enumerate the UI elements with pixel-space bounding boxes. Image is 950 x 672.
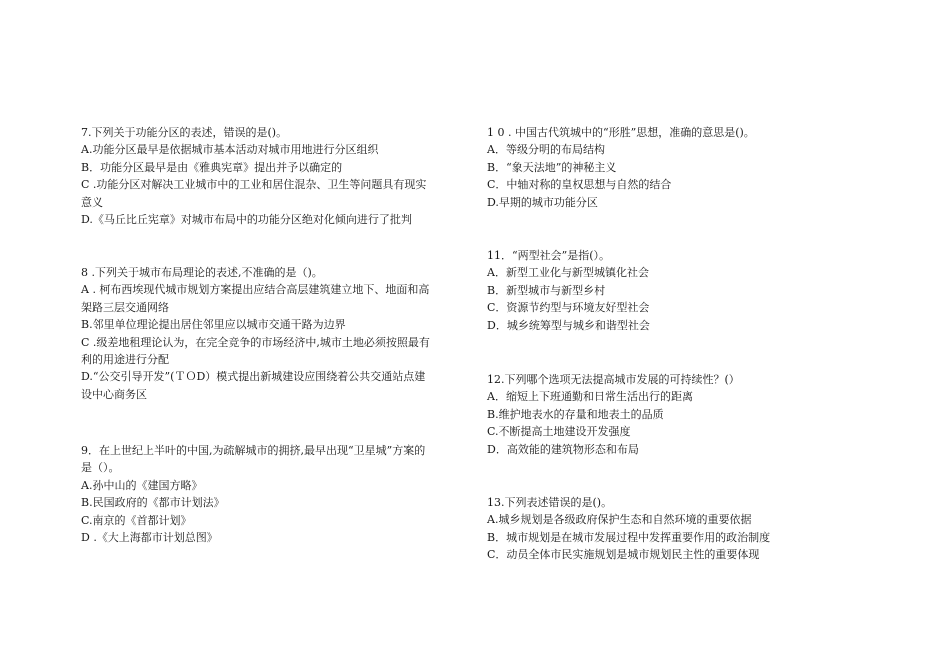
option-b: B．新型城市与新型乡村 (487, 283, 606, 297)
option-d: D．高效能的建筑物形态和布局 (487, 442, 639, 456)
option-d: D.早期的城市功能分区 (487, 195, 598, 209)
option-c: C．中轴对称的皇权思想与自然的结合 (487, 178, 672, 192)
option-c: C.南京的《首都计划》 (81, 513, 192, 527)
option-c: C.不断提高土地建设开发强度 (487, 425, 631, 439)
option-c: C .级差地租理论认为，在完全竞争的市场经济中,城市土地必须按照最有 (81, 335, 430, 349)
option-b: B．“象天法地”的神秘主义 (487, 160, 617, 174)
question-10 (487, 124, 907, 211)
option-b: B.维护地表水的存量和地表土的品质 (487, 407, 664, 421)
option-c: C .功能分区对解决工业城市中的工业和居住混杂、卫生等问题具有现实 (81, 178, 427, 192)
option-a: A.孙中山的《建国方略》 (81, 478, 203, 492)
option-b: B.民国政府的《都市计划法》 (81, 496, 225, 510)
question-stem-continued: 是（）。 (81, 461, 120, 475)
option-c-continued: 意义 (81, 195, 103, 209)
option-c-continued: 利的用途进行分配 (81, 353, 169, 367)
question-9 (81, 442, 471, 546)
option-a: A．等级分明的布局结构 (487, 143, 605, 157)
question-stem: 12.下列哪个选项无法提高城市发展的可持续性？(） (487, 373, 740, 386)
option-b: B.邻里单位理论提出居住邻里应以城市交通干路为边界 (81, 318, 346, 332)
option-a: A.城乡规划是各级政府保护生态和自然环境的重要依据 (487, 513, 752, 527)
option-d: D .《大上海都市计划总图》 (81, 531, 218, 545)
question-stem: 9．在上世纪上半叶的中国,为疏解城市的拥挤,最早出现“卫星城”方案的 (81, 444, 426, 457)
question-stem: 1 0 . 中国古代筑城中的“形胜”思想，准确的意思是()。 (487, 126, 755, 139)
option-a: A.功能分区最早是依据城市基本活动对城市用地进行分区组织 (81, 143, 379, 157)
option-a: A . 柯布西埃现代城市规划方案提出应结合高层建筑建立地下、地面和高 (81, 283, 430, 297)
option-d: D.“公交引导开发”(ＴＯD）模式提出新城建设应围绕着公共交通站点建 (81, 370, 426, 384)
question-stem: 11．“两型社会”是指(）。 (487, 249, 611, 262)
option-d: D.《马丘比丘宪章》对城市布局中的功能分区绝对化倾向进行了批判 (81, 213, 412, 227)
option-c: C．动员全体市民实施规划是城市规划民主性的重要体现 (487, 548, 760, 562)
question-12 (487, 371, 907, 458)
question-13 (487, 494, 907, 564)
option-a: A．缩短上下班通勤和日常生活出行的距离 (487, 390, 693, 404)
question-8 (81, 264, 471, 403)
question-stem: 7.下列关于功能分区的表述，错误的是()。 (81, 126, 288, 139)
option-b: B．功能分区最早是由《雅典宪章》提出并予以确定的 (81, 160, 343, 174)
question-stem: 8 .下列关于城市布局理论的表述,不准确的是（)。 (81, 266, 323, 279)
option-a-continued: 架路三层交通网络 (81, 300, 169, 314)
question-7 (81, 124, 471, 228)
option-a: A．新型工业化与新型城镇化社会 (487, 266, 649, 280)
option-c: C．资源节约型与环境友好型社会 (487, 301, 650, 315)
option-d-continued: 设中心商务区 (81, 387, 147, 401)
question-stem: 13.下列表述错误的是()。 (487, 496, 613, 509)
option-b: B．城市规划是在城市发展过程中发挥重要作用的政治制度 (487, 530, 771, 544)
question-11 (487, 247, 907, 334)
option-d: D．城乡统筹型与城乡和谐型社会 (487, 318, 650, 332)
